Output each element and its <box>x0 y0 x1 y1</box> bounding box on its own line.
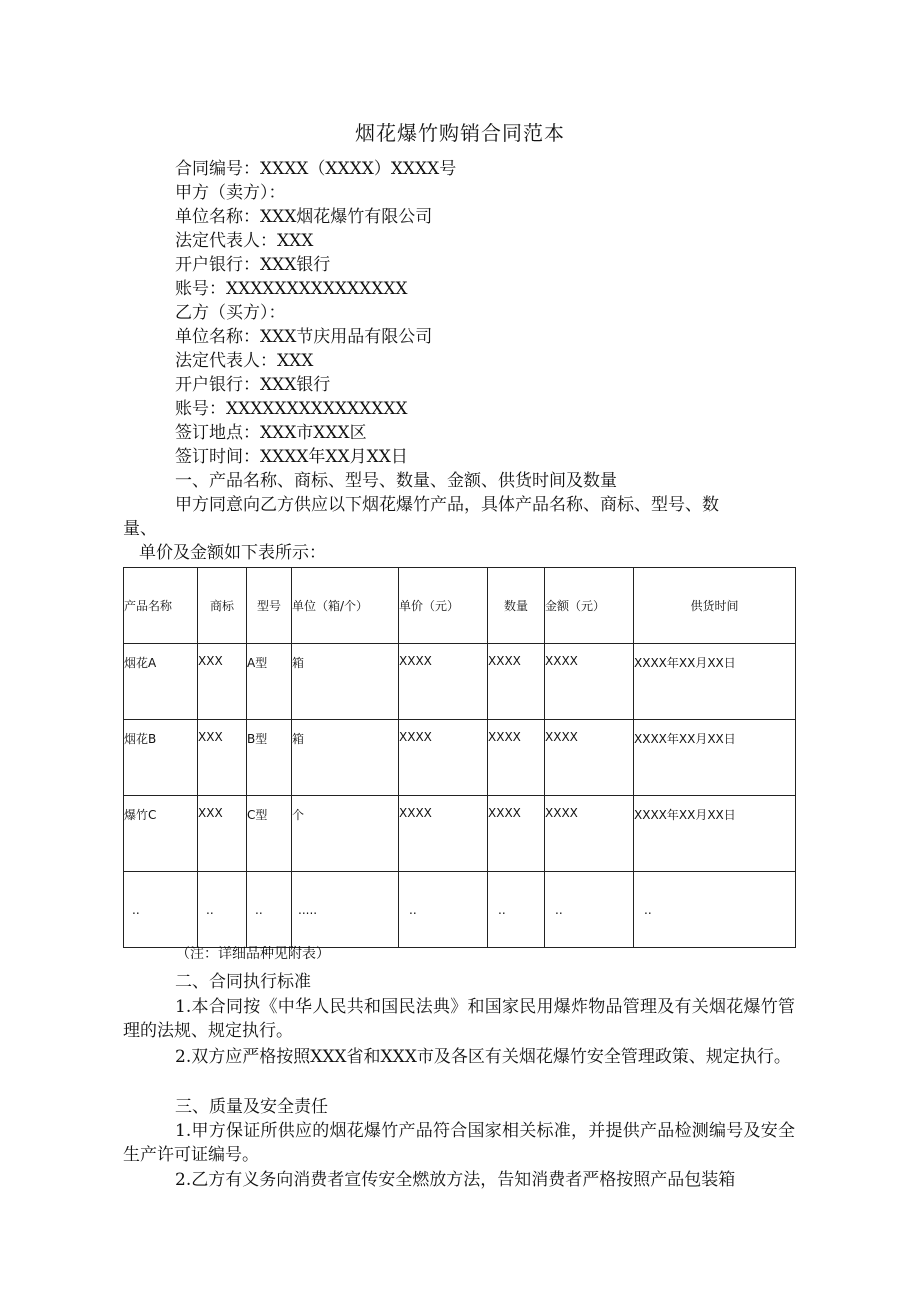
cell-product-name: 烟花A <box>124 644 198 720</box>
cell-ellipsis: .. <box>488 872 545 948</box>
section-1-paragraph-line2: 量、 <box>123 519 157 539</box>
party-a-account: 账号：XXXXXXXXXXXXXXX <box>175 279 408 299</box>
table-row <box>124 720 796 796</box>
section-3-heading: 三、质量及安全责任 <box>175 1097 328 1117</box>
cell-supply-time: XXXX年XX月XX日 <box>634 720 796 796</box>
cell-amount: XXXX <box>545 796 634 872</box>
cell-ellipsis: .. <box>124 872 198 948</box>
cell-ellipsis: ..... <box>292 872 399 948</box>
cell-model: C型 <box>247 796 292 872</box>
cell-unit-price: XXXX <box>399 796 488 872</box>
section-2-item-2: 2.双方应严格按照XXX省和XXX市及各区有关烟花爆竹安全管理政策、规定执行。 <box>175 1047 791 1067</box>
section-2-heading: 二、合同执行标准 <box>175 972 311 992</box>
header-unit: 单位（箱/个） <box>292 568 399 644</box>
header-trademark: 商标 <box>198 568 247 644</box>
cell-unit-price: XXXX <box>399 720 488 796</box>
cell-ellipsis: .. <box>198 872 247 948</box>
party-b-account: 账号：XXXXXXXXXXXXXXX <box>175 399 408 419</box>
party-b-heading: 乙方（买方）： <box>175 303 286 323</box>
cell-ellipsis: .. <box>545 872 634 948</box>
section-3-item-2: 2.乙方有义务向消费者宣传安全燃放方法，告知消费者严格按照产品包装箱 <box>175 1170 736 1190</box>
header-quantity: 数量 <box>488 568 545 644</box>
table-row-ellipsis <box>124 872 796 948</box>
party-b-bank: 开户银行：XXX银行 <box>175 375 331 395</box>
table-note: （注：详细品种见附表） <box>176 946 330 962</box>
cell-product-name: 烟花B <box>124 720 198 796</box>
cell-product-name: 爆竹C <box>124 796 198 872</box>
cell-ellipsis: .. <box>634 872 796 948</box>
section-3-item-1: 1.甲方保证所供应的烟花爆竹产品符合国家相关标准，并提供产品检测编号及安全生产许可证编号。 <box>123 1121 795 1165</box>
contract-number: 合同编号：XXXX（XXXX）XXXX号 <box>175 159 457 179</box>
header-unit-price: 单价（元） <box>399 568 488 644</box>
section-1-paragraph-line1: 甲方同意向乙方供应以下烟花爆竹产品，具体产品名称、商标、型号、数 <box>175 495 719 515</box>
cell-ellipsis: .. <box>247 872 292 948</box>
cell-supply-time: XXXX年XX月XX日 <box>634 644 796 720</box>
cell-unit: 箱 <box>292 720 399 796</box>
cell-trademark: XXX <box>198 720 247 796</box>
table-header-row <box>124 568 796 644</box>
header-product-name: 产品名称 <box>124 568 198 644</box>
cell-unit-price: XXXX <box>399 644 488 720</box>
table-row <box>124 796 796 872</box>
cell-amount: XXXX <box>545 644 634 720</box>
party-a-heading: 甲方（卖方）： <box>175 183 286 203</box>
party-b-representative: 法定代表人：XXX <box>175 351 314 371</box>
party-b-name: 单位名称：XXX节庆用品有限公司 <box>175 327 433 347</box>
party-a-representative: 法定代表人：XXX <box>175 231 314 251</box>
header-supply-time: 供货时间 <box>634 568 796 644</box>
header-amount: 金额（元） <box>545 568 634 644</box>
cell-model: A型 <box>247 644 292 720</box>
header-model: 型号 <box>247 568 292 644</box>
cell-trademark: XXX <box>198 796 247 872</box>
document-title: 烟花爆竹购销合同范本 <box>355 121 565 145</box>
cell-ellipsis: .. <box>399 872 488 948</box>
cell-quantity: XXXX <box>488 720 545 796</box>
table-row <box>124 644 796 720</box>
party-a-bank: 开户银行：XXX银行 <box>175 255 331 275</box>
cell-amount: XXXX <box>545 720 634 796</box>
signing-place: 签订地点：XXX市XXX区 <box>175 423 367 443</box>
cell-quantity: XXXX <box>488 644 545 720</box>
cell-trademark: XXX <box>198 644 247 720</box>
signing-time: 签订时间：XXXX年XX月XX日 <box>175 447 408 467</box>
section-2-item-1: 1.本合同按《中华人民共和国民法典》和国家民用爆炸物品管理及有关烟花爆竹管理的法规、规定执行。 <box>123 997 795 1041</box>
section-1-paragraph-line3: 单价及金额如下表所示： <box>139 543 326 563</box>
cell-supply-time: XXXX年XX月XX日 <box>634 796 796 872</box>
cell-unit: 箱 <box>292 644 399 720</box>
party-a-name: 单位名称：XXX烟花爆竹有限公司 <box>175 207 433 227</box>
product-table <box>123 567 796 948</box>
cell-model: B型 <box>247 720 292 796</box>
cell-quantity: XXXX <box>488 796 545 872</box>
section-1-heading: 一、产品名称、商标、型号、数量、金额、供货时间及数量 <box>175 471 617 491</box>
cell-unit: 个 <box>292 796 399 872</box>
